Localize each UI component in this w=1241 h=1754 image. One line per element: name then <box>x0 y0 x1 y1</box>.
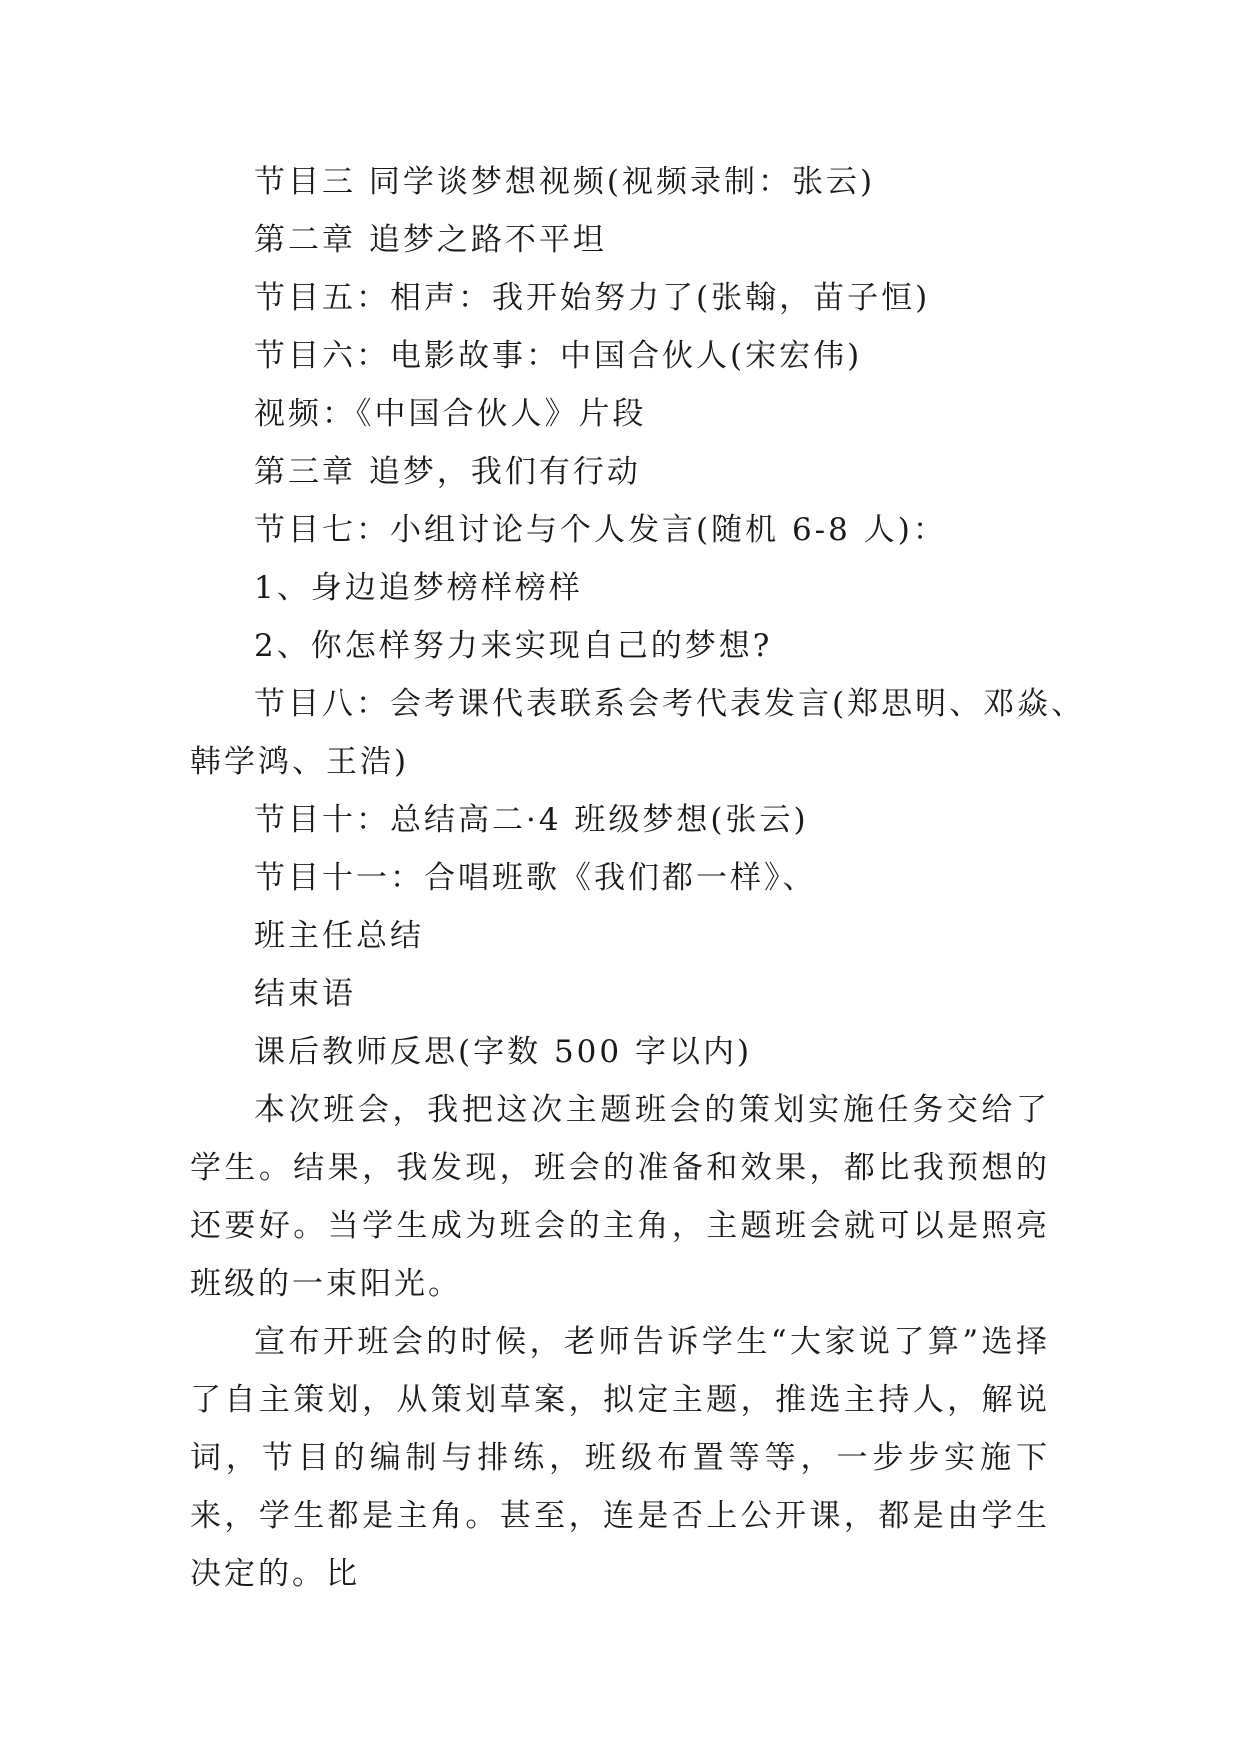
document-body <box>190 153 1086 1603</box>
chapter-2-heading: 第二章 追梦之路不平坦 <box>254 222 607 258</box>
reflection-paragraph-2 <box>190 1313 1050 1603</box>
program-item-10: 节目十：总结高二·4 班级梦想(张云) <box>254 802 809 838</box>
teacher-reflection-heading: 课后教师反思(字数 500 字以内) <box>254 1034 753 1070</box>
video-clip-line: 视频：《中国合伙人》片段 <box>254 396 647 432</box>
chapter-3-heading: 第三章 追梦，我们有行动 <box>254 454 641 490</box>
program-item-6: 节目六：电影故事：中国合伙人(宋宏伟) <box>254 338 863 374</box>
reflection-paragraph-1 <box>190 1081 1050 1313</box>
head-teacher-summary: 班主任总结 <box>254 918 424 954</box>
reflection-paragraph-1-text: 本次班会，我把这次主题班会的策划实施任务交给了学生。结果，我发现，班会的准备和效果，都比我预想的还要好。当学生成为班会的主角，主题班会就可以是照亮班级的一束阳光。 <box>190 1092 1050 1302</box>
program-item-3: 节目三 同学谈梦想视频(视频录制：张云) <box>254 164 876 200</box>
program-item-8: 节目八：会考课代表联系会考代表发言(郑思明、邓焱、 <box>254 686 1086 722</box>
reflection-paragraph-2-text: 宣布开班会的时候，老师告诉学生“大家说了算”选择了自主策划，从策划草案，拟定主题，推选主持人，解说词，节目的编制与排练，班级布置等等，一步步实施下来，学生都是主角。甚至，连是否上公开课，都是由学生决定的。比 <box>190 1324 1050 1592</box>
program-item-11: 节目十一：合唱班歌《我们都一样》、 <box>254 860 817 896</box>
discussion-topic-2: 2、你怎样努力来实现自己的梦想? <box>254 628 773 664</box>
program-item-8-continued: 韩学鸿、王浩) <box>190 744 410 780</box>
closing-remarks: 结束语 <box>254 976 356 1012</box>
program-item-5: 节目五：相声：我开始努力了(张翰，苗子恒) <box>254 280 931 316</box>
program-item-7: 节目七：小组讨论与个人发言(随机 6-8 人)： <box>254 512 947 548</box>
discussion-topic-1: 1、身边追梦榜样榜样 <box>254 570 583 606</box>
